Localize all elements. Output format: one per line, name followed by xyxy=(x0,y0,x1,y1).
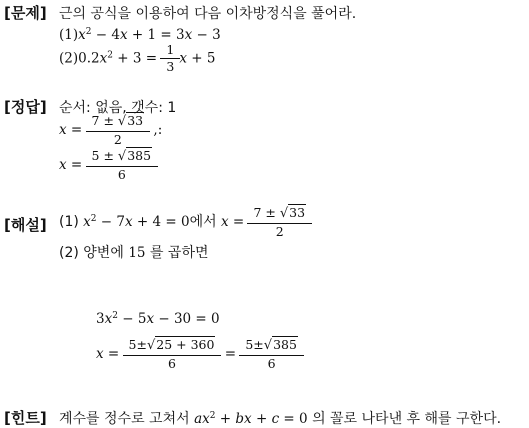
explain-equation: $3x^2 - 5x - 30 = 0$ xyxy=(96,311,220,327)
explain-step-2 xyxy=(59,242,209,262)
step-1-mid: 에서 xyxy=(189,214,217,231)
answer-text: 순서: 없음, 갯수: 1 xyxy=(59,100,177,116)
answer-solution-2: x = $\frac{5 \pm √385}{6}$ xyxy=(59,149,157,182)
item-2-prefix: (2) xyxy=(59,50,79,67)
explain-fraction-1: $\frac{7 \pm √33}{2}$ xyxy=(250,206,309,239)
answer-fraction-2: $\frac{5 \pm √385}{6}$ xyxy=(89,149,156,182)
explain-quadratic-formula: x = $\frac{5\pm√25 + 360}{6}$ = $\frac{5\pm√385}{6}$ xyxy=(96,338,303,371)
hint-text-after: 의 꼴로 나타낸 후 해를 구한다. xyxy=(312,411,502,427)
step-2-prefix: (2) 양변에 xyxy=(59,245,124,261)
hint-label: [힌트] xyxy=(4,409,47,427)
answer-label: [정답] xyxy=(4,98,47,116)
answer-solution-1: x = $\frac{7 \pm √33}{2}$ ,: xyxy=(59,113,163,147)
problem-text: 근의 공식을 이용하여 다음 이차방정식을 풀어라. xyxy=(59,6,357,22)
explain-fraction-2: $\frac{5\pm√25 + 360}{6}$ xyxy=(126,338,219,371)
explain-label: [해설] xyxy=(4,216,47,234)
step-1-prefix: (1) xyxy=(59,214,79,231)
answer-fraction-1: $\frac{7 \pm √33}{2}$ xyxy=(89,114,148,147)
hint-text-before: 계수를 정수로 고쳐서 xyxy=(59,411,190,427)
step-2-suffix: 를 곱하면 xyxy=(149,245,209,261)
answer-separator: ,: xyxy=(153,122,163,139)
explain-fraction-3: $\frac{5\pm√385}{6}$ xyxy=(242,338,301,371)
fraction-one-third: $\frac{1}{3}$ xyxy=(163,43,177,75)
step-2-number: 15 xyxy=(128,245,146,261)
hint-text: 계수를 정수로 고쳐서 $ax^2$ + bx + c = 0 의 꼴로 나타낸 후 해를 구한다. xyxy=(59,411,502,427)
explain-step-1: (1) $x^2 - 7x + 4 = 0$에서 x = $\frac{7 \pm √33}{2}$ xyxy=(59,206,311,239)
item-1-prefix: (1) xyxy=(59,27,79,43)
equation-2: $(2)0.2x^2 + 3$ = $\frac{1}{3}$ x + 5 xyxy=(59,42,216,75)
problem-label: [문제] xyxy=(4,4,47,22)
equation-1: $(1)x^2 - 4x + 1 = 3x - 3$ xyxy=(59,27,221,43)
